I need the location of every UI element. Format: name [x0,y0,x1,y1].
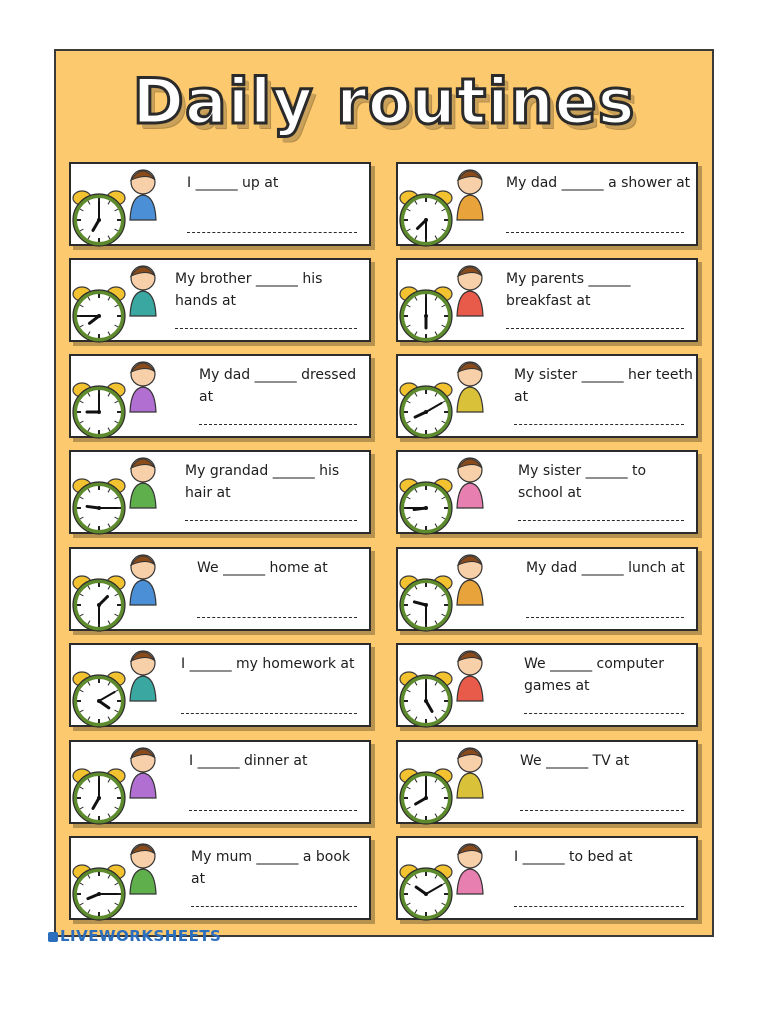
sentence-prompt: My dad ______ a shower at [506,175,691,191]
cartoon-person-icon [457,266,483,316]
routine-illustration [71,838,191,922]
cartoon-person-icon [457,651,483,701]
liveworksheets-logo [48,927,221,945]
answer-line[interactable] [189,810,357,811]
answer-line[interactable] [506,328,684,329]
exercise-card [69,258,371,342]
routine-illustration [71,356,191,440]
cartoon-person-icon [457,170,483,220]
exercise-card [69,450,371,534]
answer-line[interactable] [191,906,357,907]
alarm-clock-icon [73,479,125,534]
exercise-card [396,547,698,631]
sentence-prompt: I ______ to bed at [514,849,633,865]
alarm-clock-icon [73,383,125,438]
exercise-card [396,162,698,246]
sentence-prompt: My sister ______ her teeth at [514,367,693,405]
routine-illustration [398,742,518,826]
alarm-clock-icon [73,769,125,824]
alarm-clock-icon [400,576,452,631]
exercise-card [396,354,698,438]
alarm-clock-icon [400,287,452,342]
routine-illustration [398,549,518,633]
alarm-clock-icon [73,865,125,920]
answer-line[interactable] [175,328,357,329]
exercise-card [396,836,698,920]
routine-illustration [71,742,191,826]
routine-illustration [71,645,191,729]
logo-text: LIVEWORKSHEETS [60,927,222,945]
sentence-prompt: My mum ______ a book at [191,849,351,887]
answer-line[interactable] [197,617,357,618]
cartoon-person-icon [130,458,156,508]
exercise-card [69,547,371,631]
exercise-card [396,643,698,727]
sentence-prompt: My sister ______ to school at [518,463,647,501]
cartoon-person-icon [130,651,156,701]
cartoon-person-icon [130,266,156,316]
routine-illustration [398,452,518,536]
answer-line[interactable] [199,424,357,425]
alarm-clock-icon [400,383,452,438]
cartoon-person-icon [457,555,483,605]
answer-line[interactable] [518,520,684,521]
page-title: Daily routines [132,65,636,138]
cartoon-person-icon [130,844,156,894]
answer-line[interactable] [526,617,684,618]
routine-illustration [71,260,191,344]
sentence-prompt: We ______ computer games at [524,656,665,694]
answer-line[interactable] [185,520,357,521]
routine-illustration [71,452,191,536]
routine-illustration [398,164,518,248]
exercise-card [69,740,371,824]
cartoon-person-icon [457,458,483,508]
sentence-prompt: My grandad ______ his hair at [185,463,340,501]
routine-illustration [398,645,518,729]
alarm-clock-icon [400,479,452,534]
answer-line[interactable] [514,906,684,907]
alarm-clock-icon [400,672,452,727]
answer-line[interactable] [187,232,357,233]
alarm-clock-icon [400,191,452,246]
routine-illustration [71,164,191,248]
cartoon-person-icon [457,748,483,798]
cartoon-person-icon [130,748,156,798]
cartoon-person-icon [457,362,483,412]
exercise-card [396,740,698,824]
answer-line[interactable] [520,810,684,811]
cartoon-person-icon [130,170,156,220]
exercise-card [69,643,371,727]
sentence-prompt: I ______ up at [187,175,279,191]
alarm-clock-icon [73,287,125,342]
exercise-card [69,162,371,246]
sentence-prompt: My parents ______ breakfast at [506,271,631,309]
exercise-card [396,258,698,342]
title-banner [56,57,712,147]
sentence-prompt: My dad ______ lunch at [526,560,685,576]
cartoon-person-icon [457,844,483,894]
exercise-card [69,836,371,920]
exercise-card [396,450,698,534]
answer-line[interactable] [524,713,684,714]
cartoon-person-icon [130,555,156,605]
alarm-clock-icon [400,769,452,824]
sentence-prompt: I ______ dinner at [189,753,308,769]
answer-line[interactable] [506,232,684,233]
routine-illustration [398,838,518,922]
alarm-clock-icon [73,672,125,727]
routine-illustration [398,260,518,344]
answer-line[interactable] [181,713,357,714]
sentence-prompt: We ______ TV at [520,753,630,769]
cartoon-person-icon [130,362,156,412]
routine-illustration [398,356,518,440]
sentence-prompt: My brother ______ his hands at [175,271,323,309]
alarm-clock-icon [73,576,125,631]
sentence-prompt: We ______ home at [197,560,328,576]
alarm-clock-icon [400,865,452,920]
sentence-prompt: I ______ my homework at [181,656,355,672]
routine-illustration [71,549,191,633]
sentence-prompt: My dad ______ dressed at [199,367,357,405]
logo-icon [48,932,58,942]
answer-line[interactable] [514,424,684,425]
exercise-card [69,354,371,438]
alarm-clock-icon [73,191,125,246]
